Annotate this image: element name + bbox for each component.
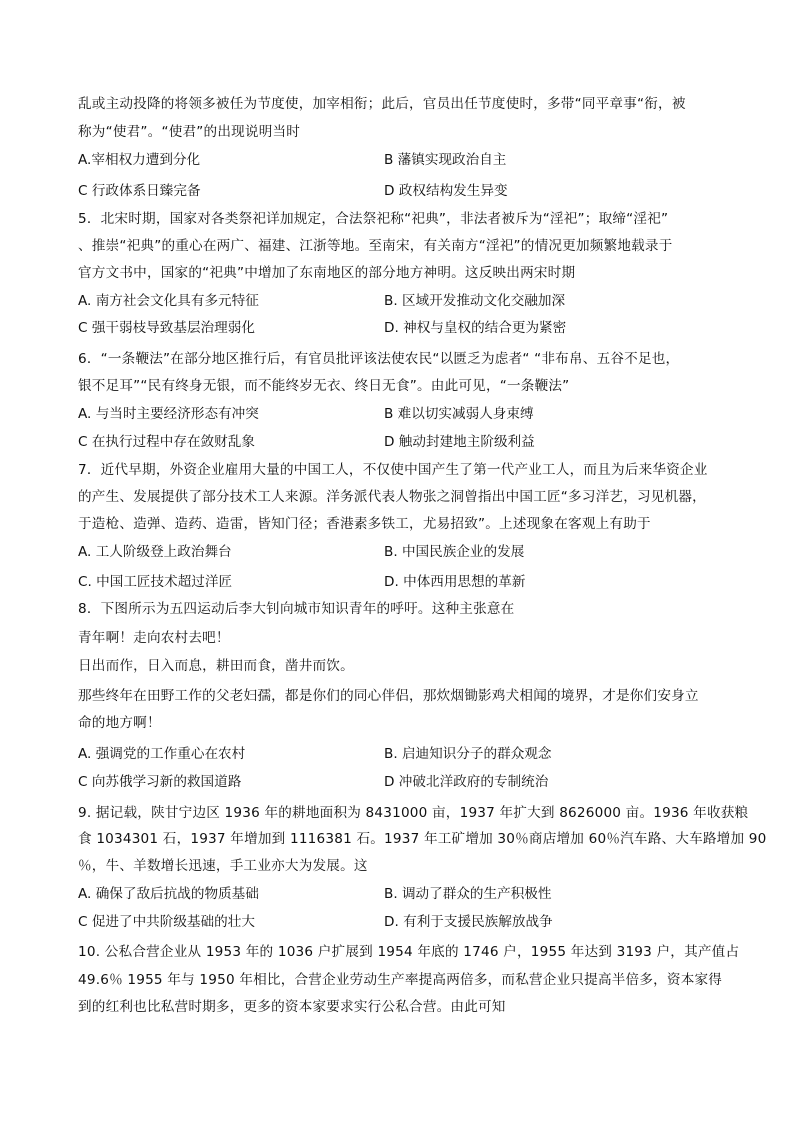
q8-option-d: D 冲破北洋政府的专制统治 [384, 774, 549, 790]
q4-option-b: B 藩镇实现政治自主 [384, 152, 507, 168]
q9-option-a: A. 确保了敌后抗战的物质基础 [78, 886, 259, 902]
q8-option-b: B. 启迪知识分子的群众观念 [384, 746, 552, 762]
q9-text-line: 9. 据记载，陕甘宁边区 1936 年的耕地面积为 8431000 亩，1937 年扩大到 8626000 亩。1936 年收获粮 [78, 805, 749, 821]
q9-option-c: C 促进了中共阶级基础的壮大 [78, 914, 255, 930]
q6-option-b: B 难以切实减弱人身束缚 [384, 406, 534, 422]
q4-option-d: D 政权结构发生异变 [384, 183, 508, 199]
q9-option-d: D. 有利于支援民族解放战争 [384, 914, 553, 930]
q4-text-line: 称为“使君”。“使君”的出现说明当时 [78, 124, 301, 140]
q4-option-c: C 行政体系日臻完备 [78, 183, 201, 199]
q10-text-line: 10. 公私合营企业从 1953 年的 1036 户扩展到 1954 年底的 1746 户，1955 年达到 3193 户，其产值占 [78, 944, 740, 960]
q4-text-line: 乱或主动投降的将领多被任为节度使，加宰相衔；此后，官员出任节度使时，多带“同平章事“衔，被 [78, 96, 686, 112]
q7-text-line: 7．近代早期，外资企业雇用大量的中国工人，不仅使中国产生了第一代产业工人，而且为后来华资企业 [78, 462, 708, 478]
q9-text-line: ％，牛、羊数增长迅速，手工业亦大为发展。这 [78, 858, 368, 874]
q6-text-line: 银不足耳”“民有终身无银，而不能终岁无衣、终日无食”。由此可见，“一条鞭法” [78, 378, 570, 394]
q10-text-line: 到的红利也比私营时期多，更多的资本家要求实行公私合营。由此可知 [78, 999, 506, 1015]
q5-text-line: 、推崇“祀典”的重心在两广、福建、江浙等地。至南宋，有关南方“淫祀”的情况更加频繁地载录于 [78, 238, 673, 254]
q7-text-line: 的产生、发展提供了部分技术工人来源。洋务派代表人物张之洞曾指出中国工匠“多习洋艺，习见机器， [78, 489, 706, 505]
q6-text-line: 6．“一条鞭法”在部分地区推行后，有官员批评该法使农民“以匮乏为虑者“ “非布帛、五谷不足也， [78, 351, 680, 367]
q7-option-b: B. 中国民族企业的发展 [384, 544, 525, 560]
q10-text-line: 49.6％ 1955 年与 1950 年相比，合营企业劳动生产率提高两倍多，而私营企业只提高半倍多，资本家得 [78, 972, 723, 988]
q5-option-c: C 强干弱枝导致基层治理弱化 [78, 320, 255, 336]
q7-text-line: 于造枪、造弹、造药、造雷，皆知门径；香港素多铁工，尤易招致”。上述现象在客观上有助于 [78, 516, 651, 532]
q8-quote-line: 青年啊！走向农村去吧！ [78, 630, 230, 646]
q9-option-b: B. 调动了群众的生产积极性 [384, 886, 552, 902]
q7-option-a: A. 工人阶级登上政治舞台 [78, 544, 232, 560]
q6-option-c: C 在执行过程中存在敛财乱象 [78, 434, 255, 450]
q5-option-d: D. 神权与皇权的结合更为紧密 [384, 320, 567, 336]
q6-option-a: A. 与当时主要经济形态有冲突 [78, 406, 259, 422]
q7-option-c: C. 中国工匠技术超过洋匠 [78, 574, 233, 590]
q5-option-b: B. 区域开发推动文化交融加深 [384, 293, 566, 309]
q5-text-line: 官方文书中，国家的“祀典”中增加了东南地区的部分地方神明。这反映出两宋时期 [78, 265, 576, 281]
q4-option-a: A.宰相权力遭到分化 [78, 152, 201, 168]
q8-quote-line: 那些终年在田野工作的父老妇孺，都是你们的同心伴侣，那炊烟锄影鸡犬相闻的境界，才是你们安身立 [78, 688, 699, 704]
q8-option-c: C 向苏俄学习新的救国道路 [78, 774, 242, 790]
q8-quote-line: 日出而作，日入而息，耕田而食，凿井而饮。 [78, 658, 354, 674]
q8-text-line: 8．下图所示为五四运动后李大钊向城市知识青年的呼吁。这种主张意在 [78, 601, 515, 617]
q5-option-a: A. 南方社会文化具有多元特征 [78, 293, 259, 309]
q6-option-d: D 触动封建地主阶级利益 [384, 434, 535, 450]
q7-option-d: D. 中体西用思想的革新 [384, 574, 526, 590]
q8-quote-line: 命的地方啊！ [78, 715, 161, 731]
q9-text-line: 食 1034301 石，1937 年增加到 1116381 石。1937 年工矿增加 30％商店增加 60％汽车路、大车路增加 90 [78, 831, 767, 847]
q8-option-a: A. 强调党的工作重心在农村 [78, 746, 246, 762]
q5-text-line: 5．北宋时期，国家对各类祭祀详加规定，合法祭祀称“祀典”，非法者被斥为“淫祀”；取缔“淫祀” [78, 211, 669, 227]
